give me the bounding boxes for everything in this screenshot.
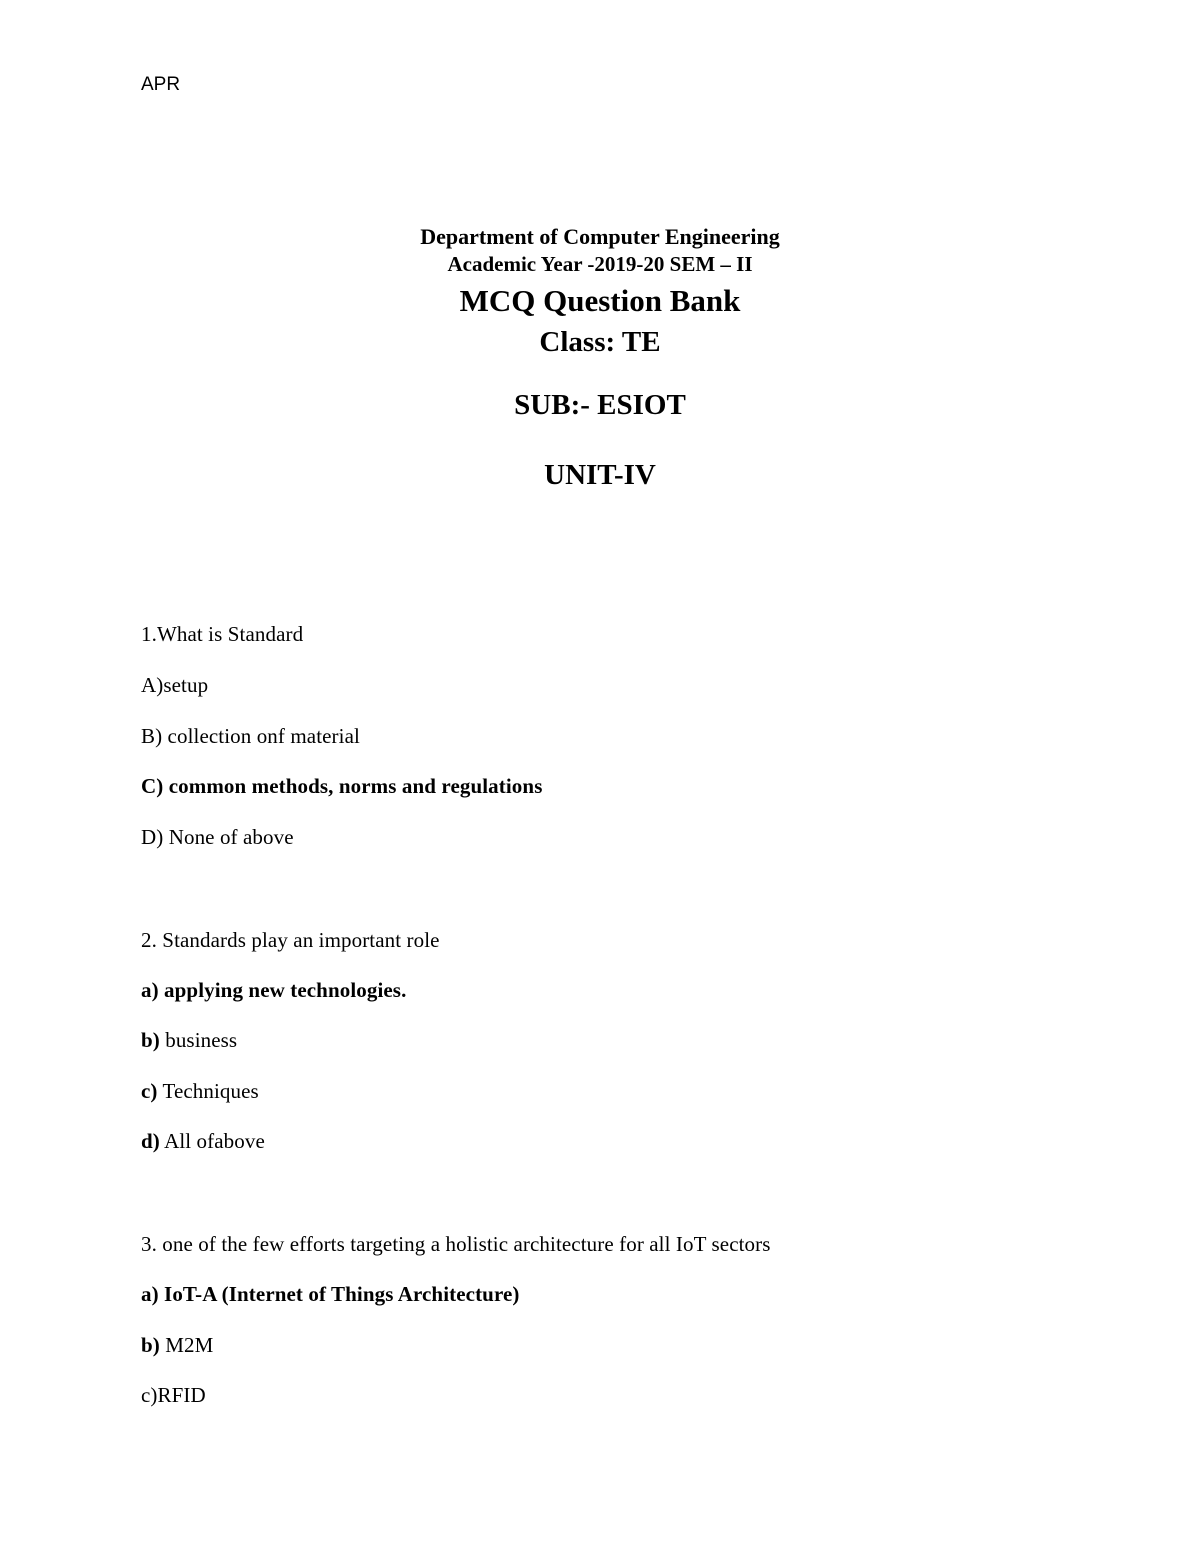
class-label: Class: TE <box>539 326 661 358</box>
page-title: MCQ Question Bank <box>459 283 741 318</box>
option-letter: c) <box>141 1383 158 1407</box>
option-letter: b) <box>141 1333 160 1357</box>
option-text: IoT-A (Internet of Things Architecture) <box>158 1282 520 1306</box>
option-text: applying new technologies. <box>158 978 407 1002</box>
academic-year: Academic Year -2019-20 SEM – II <box>447 252 753 276</box>
department-title: Department of Computer Engineering <box>420 224 780 249</box>
option-text: Techniques <box>157 1079 259 1103</box>
option-letter: c) <box>141 1079 158 1103</box>
unit-label: UNIT-IV <box>544 459 656 491</box>
question-3-text: 3. one of the few efforts targeting a holistic architecture for all IoT sectors <box>141 1232 771 1256</box>
option-text: M2M <box>159 1333 214 1357</box>
option-letter: a) <box>141 1282 159 1306</box>
option-text: RFID <box>157 1383 206 1407</box>
question-2-option-b <box>141 1028 237 1053</box>
header-tag: APR <box>141 74 181 95</box>
question-1-text: 1.What is Standard <box>141 622 304 646</box>
question-2-option-d <box>141 1129 265 1154</box>
question-2-option-a-correct <box>141 978 406 1003</box>
question-1-option-a: A)setup <box>141 673 209 697</box>
question-2-option-c <box>141 1079 259 1104</box>
question-1-option-b: B) collection onf material <box>141 724 360 748</box>
option-letter: d) <box>141 1129 160 1153</box>
option-text: All ofabove <box>159 1129 265 1153</box>
option-letter: a) <box>141 978 159 1002</box>
question-1-option-d: D) None of above <box>141 825 294 849</box>
question-3-option-c <box>141 1383 206 1408</box>
question-1-option-c-correct: C) common methods, norms and regulations <box>141 774 543 798</box>
question-2-text: 2. Standards play an important role <box>141 928 440 952</box>
subject-label: SUB:- ESIOT <box>514 389 686 421</box>
question-3-option-b <box>141 1333 213 1358</box>
option-letter: b) <box>141 1028 160 1052</box>
option-text: business <box>159 1028 238 1052</box>
question-3-option-a-correct <box>141 1282 520 1307</box>
